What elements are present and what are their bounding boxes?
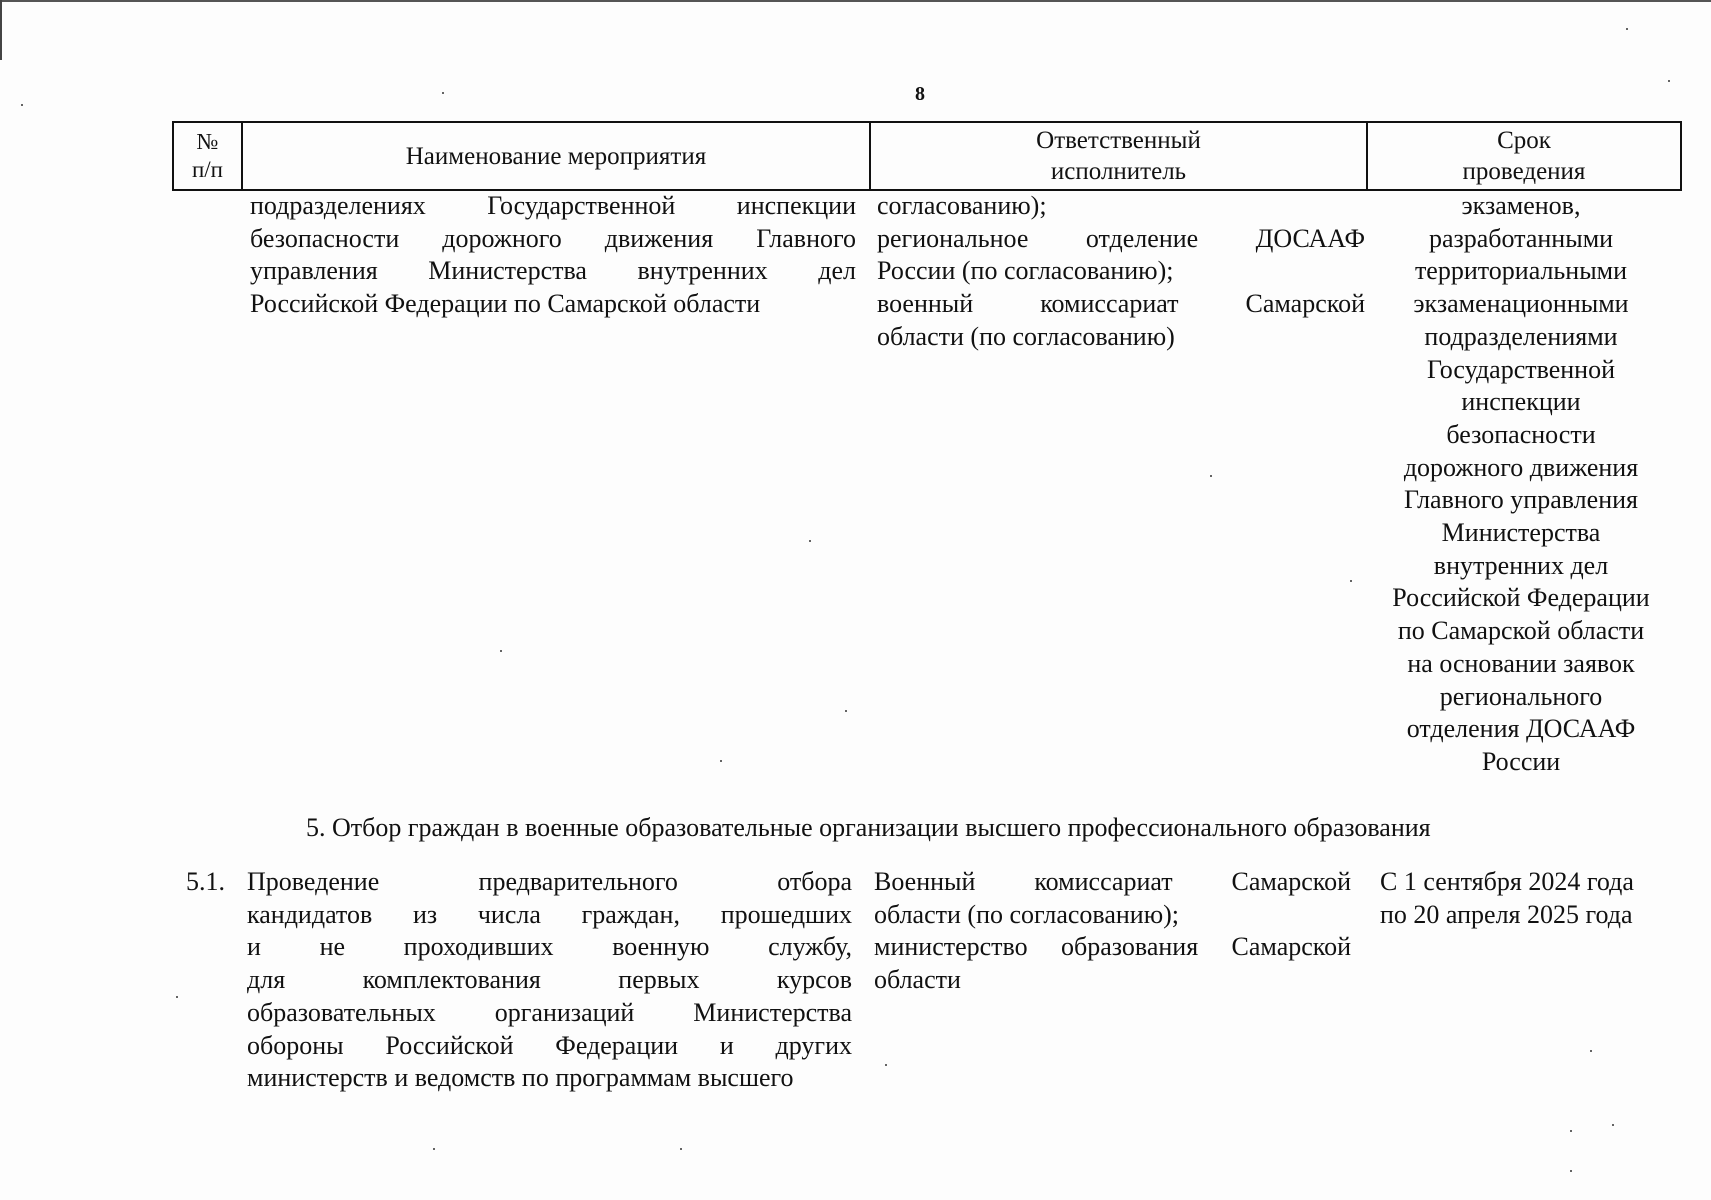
continued-deadline-line: отделения ДОСААФ (1406, 714, 1636, 744)
scan-speck (1590, 1050, 1592, 1052)
continued-deadline-line: разработанными (1428, 223, 1614, 253)
scan-speck (720, 760, 722, 762)
continued-responsible-line: согласованию); (877, 191, 1047, 220)
row-5-1-name-line: министерств и ведомств по программам высшего (247, 1063, 794, 1093)
row-5-1-responsible-line: области (874, 965, 961, 995)
continued-deadline-line: инспекции (1461, 387, 1581, 417)
continued-row-responsible (877, 190, 1365, 354)
continued-deadline-line: Главного управления (1404, 485, 1638, 515)
continued-name-line: Российской Федерации по Самарской области (250, 289, 761, 319)
scan-speck (442, 92, 444, 94)
header-col-responsible-line2: исполнитель (1050, 158, 1187, 185)
scan-speck (680, 1148, 682, 1150)
row-5-1-deadline (1380, 866, 1670, 931)
continued-name-line: подразделениях Государственной инспекции (250, 191, 856, 220)
continued-responsible-line: России (по согласованию); (877, 256, 1174, 286)
scan-speck (1612, 1124, 1614, 1126)
continued-deadline-line: России (1481, 746, 1561, 776)
continued-responsible-line: области (по согласованию) (877, 321, 1175, 351)
table-header (172, 121, 1682, 191)
continued-row-deadline (1370, 190, 1672, 779)
continued-deadline-line: дорожного движения (1403, 452, 1639, 482)
page-number: 8 (915, 83, 925, 105)
row-number: 5.1. (186, 867, 225, 896)
continued-deadline-line: экзаменов, (1461, 191, 1581, 220)
scan-speck (433, 1148, 435, 1150)
scan-speck (885, 1064, 887, 1066)
header-col-deadline-line2: проведения (1462, 158, 1586, 185)
scan-speck (1668, 80, 1670, 82)
row-5-1-responsible-line: Военный комиссариат Самарской (874, 867, 1351, 896)
continued-responsible-line: региональное отделение ДОСААФ (877, 223, 1365, 253)
scan-speck (809, 540, 811, 542)
continued-deadline-line: внутренних дел (1433, 550, 1609, 580)
continued-deadline-line: территориальными (1414, 256, 1628, 286)
header-col-responsible (869, 123, 1366, 189)
row-5-1-name-line: образовательных организаций Министерства (247, 997, 852, 1027)
continued-name-line: безопасности дорожного движения Главного (250, 223, 856, 253)
continued-row-name (250, 190, 856, 321)
scan-speck (1626, 28, 1628, 30)
continued-deadline-line: подразделениями (1424, 321, 1618, 351)
scan-speck (21, 104, 23, 106)
continued-deadline-line: экзаменационными (1413, 289, 1629, 319)
scan-speck (500, 650, 502, 652)
row-5-1-name-line: кандидатов из числа граждан, прошедших (247, 899, 852, 929)
row-5-1-name (247, 866, 852, 1095)
continued-deadline-line: регионального (1439, 681, 1603, 711)
row-5-1-name-line: и не проходивших военную службу, (247, 932, 852, 962)
row-5-1-deadline-line: С 1 сентября 2024 года (1380, 867, 1634, 896)
section-title: 5. Отбор граждан в военные образовательные организации высшего профессионального образования (306, 813, 1431, 842)
continued-responsible-line: военный комиссариат Самарской (877, 289, 1365, 319)
continued-name-line: управления Министерства внутренних дел (250, 256, 856, 286)
continued-deadline-line: Российской Федерации (1392, 583, 1650, 613)
row-5-1-name-line: обороны Российской Федерации и других (247, 1030, 852, 1060)
header-col-name-label: Наименование мероприятия (405, 142, 707, 170)
scan-left-edge (0, 0, 2, 60)
row-5-1-responsible-line: министерство образования Самарской (874, 932, 1351, 962)
header-col-responsible-line1: Ответственный (1036, 127, 1201, 154)
continued-deadline-line: Министерства (1441, 518, 1601, 548)
continued-deadline-line: по Самарской области (1397, 616, 1645, 646)
header-col-number-line2: п/п (191, 157, 223, 182)
header-col-number-line1: № (196, 129, 219, 154)
continued-deadline-line: на основании заявок (1407, 648, 1635, 678)
header-col-number (174, 123, 241, 189)
continued-deadline-line: Государственной (1426, 354, 1616, 384)
scan-speck (176, 996, 178, 998)
scan-speck (1570, 1170, 1572, 1172)
row-5-1-name-line: Проведение предварительного отбора (247, 867, 852, 896)
row-5-1-name-line: для комплектования первых курсов (247, 965, 852, 995)
row-5-1-deadline-line: по 20 апреля 2025 года (1380, 899, 1633, 929)
continued-deadline-line: безопасности (1446, 419, 1596, 449)
scan-speck (1350, 580, 1352, 582)
scan-top-edge (0, 0, 1711, 2)
scan-speck (1570, 1130, 1572, 1132)
scan-speck (1210, 475, 1212, 477)
row-5-1-responsible (874, 866, 1351, 997)
header-col-deadline-line1: Срок (1497, 127, 1551, 154)
header-col-name (241, 123, 869, 189)
row-5-1-responsible-line: области (по согласованию); (874, 899, 1180, 929)
scan-speck (845, 710, 847, 712)
header-col-deadline (1366, 123, 1680, 189)
